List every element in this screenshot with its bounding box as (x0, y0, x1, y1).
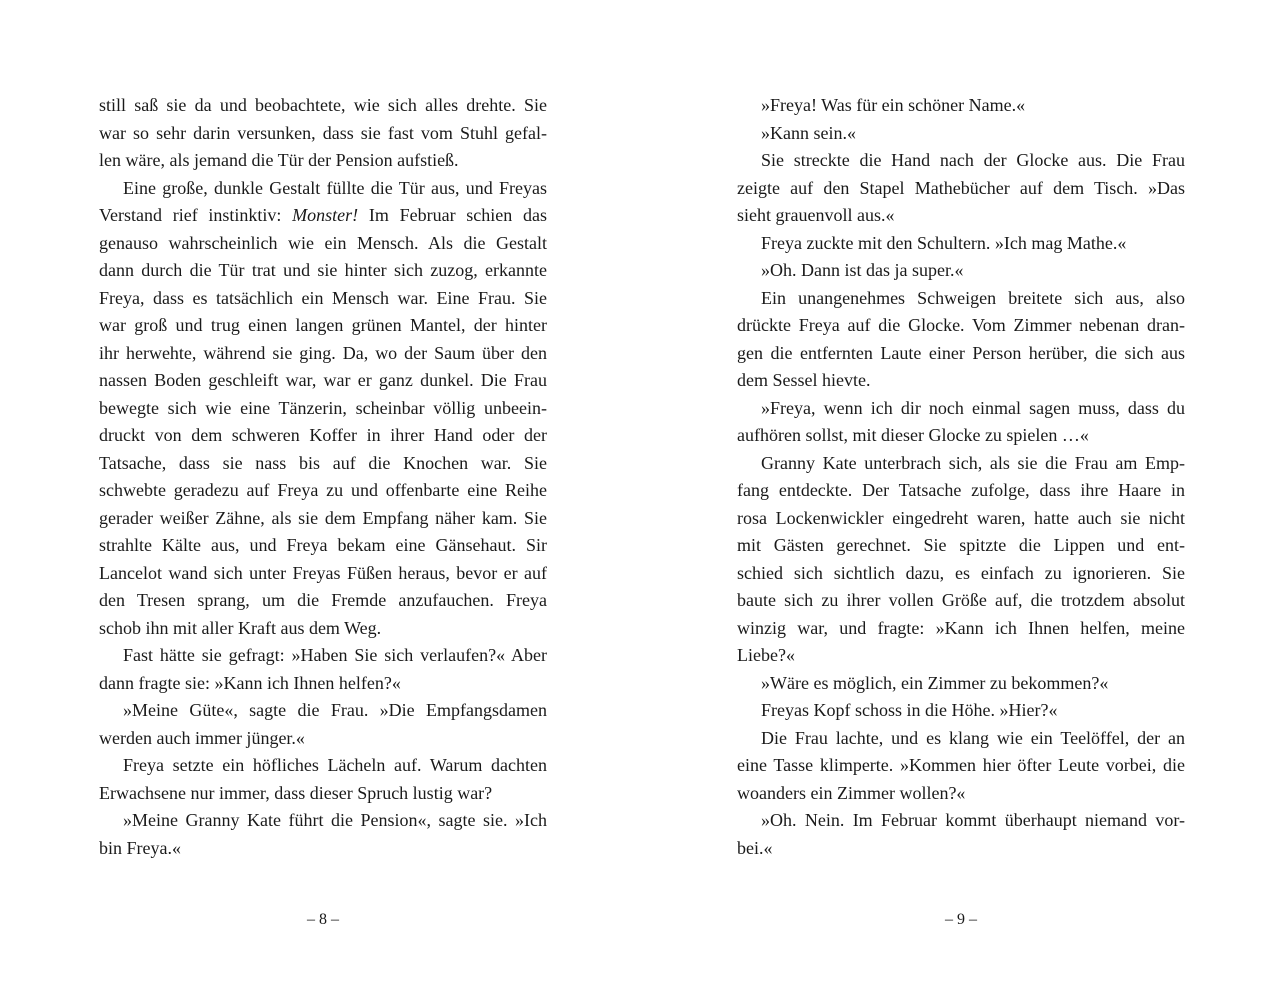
text-line: Freya setzte ein höfliches Lächeln auf. Warum dachten (123, 755, 547, 775)
text-line: fang entdeckte. Der Tatsache zufolge, dass ihre Haare in (737, 480, 1185, 500)
text-line: schied sich sichtlich dazu, es einfach zu ignorieren. Sie (737, 562, 1185, 583)
text-line: still saß sie da und beobachtete, wie sich alles drehte. Sie (99, 95, 547, 115)
text-line: nassen Boden geschleift war, war er ganz dunkel. Die Frau (99, 370, 547, 390)
text-line: gen die entfernten Laute einer Person herüber, die sich aus (737, 342, 1185, 363)
text-line: »Kann sein.« (761, 122, 856, 143)
text-line: baute sich zu ihrer vollen Größe auf, die trotzdem absolut (737, 590, 1185, 610)
text-fragment: Verstand rief instinktiv: (99, 205, 293, 225)
text-line: bin Freya.« (99, 837, 181, 858)
text-line: rosa Lockenwickler eingedreht waren, hatte auch sie nicht (737, 507, 1185, 528)
left-page-text (99, 92, 547, 862)
text-line: sieht grauenvoll aus.« (737, 205, 895, 225)
text-line: woanders ein Zimmer wollen?« (737, 782, 966, 803)
text-line: Eine große, dunkle Gestalt füllte die Tür aus, und Freyas (123, 177, 547, 198)
text-line: bewegte sich wie eine Tänzerin, scheinbar völlig unbeein- (99, 397, 547, 418)
emphasized-word: Monster! (292, 205, 359, 225)
text-line: Die Frau lachte, und es klang wie ein Teelöffel, der an (761, 727, 1185, 748)
text-line: Ein unangenehmes Schweigen breitete sich aus, also (761, 287, 1185, 308)
text-line: genauso wahrscheinlich wie ein Mensch. Als die Gestalt (99, 232, 547, 253)
right-page-text (737, 92, 1185, 862)
text-line: eine Tasse klimperte. »Kommen hier öfter Leute vorbei, die (737, 755, 1185, 775)
text-line: len wäre, als jemand die Tür der Pension aufstieß. (99, 150, 459, 170)
text-line: »Meine Güte«, sagte die Frau. »Die Empfangsdamen (123, 700, 547, 720)
text-line: Erwachsene nur immer, dass dieser Spruch lustig war? (99, 782, 493, 803)
page-number-left: – 8 – (307, 911, 339, 928)
text-line: drückte Freya auf die Glocke. Vom Zimmer nebenan dran- (737, 315, 1185, 335)
text-line: »Oh. Nein. Im Februar kommt überhaupt niemand vor- (761, 810, 1185, 830)
text-line: Liebe?« (737, 645, 795, 665)
text-line: »Freya, wenn ich dir noch einmal sagen muss, dass du (761, 397, 1185, 418)
text-line: dann fragte sie: »Kann ich Ihnen helfen?« (99, 672, 401, 693)
text-line: war groß und trug einen langen grünen Mantel, der hinter (99, 315, 547, 335)
text-line: »Freya! Was für ein schöner Name.« (761, 95, 1026, 115)
text-line: Freya zuckte mit den Schultern. »Ich mag Mathe.« (761, 232, 1127, 253)
text-line: »Wäre es möglich, ein Zimmer zu bekommen?« (761, 672, 1109, 693)
text-line: Tatsache, dass sie nass bis auf die Knochen war. Sie (99, 452, 547, 473)
text-line: schwebte geradezu auf Freya zu und offenbarte eine Reihe (99, 480, 547, 500)
text-line: »Oh. Dann ist das ja super.« (761, 260, 964, 280)
text-line: schob ihn mit aller Kraft aus dem Weg. (99, 617, 382, 638)
text-line: den Tresen sprang, um die Fremde anzufauchen. Freya (99, 590, 547, 610)
text-line: Lancelot wand sich unter Freyas Füßen heraus, bevor er auf (99, 562, 547, 583)
text-line: Fast hätte sie gefragt: »Haben Sie sich verlaufen?« Aber (123, 645, 547, 665)
text-line: war so sehr darin versunken, dass sie fast vom Stuhl gefal- (99, 122, 547, 143)
text-line: ihr herwehte, während sie ging. Da, wo der Saum über den (99, 342, 547, 363)
text-line: Freyas Kopf schoss in die Höhe. »Hier?« (761, 700, 1058, 720)
text-line: druckt von dem schweren Koffer in ihrer Hand oder der (99, 425, 547, 445)
text-line: bei.« (737, 837, 773, 858)
text-line: »Meine Granny Kate führt die Pension«, sagte sie. »Ich (123, 810, 547, 830)
text-line: dann durch die Tür trat und sie hinter sich zuzog, erkannte (99, 260, 547, 280)
text-line: gerader weißer Zähne, als sie dem Empfang näher kam. Sie (99, 507, 547, 528)
text-line: zeigte auf den Stapel Mathebücher auf dem Tisch. »Das (737, 177, 1185, 198)
text-line (99, 202, 547, 230)
text-line: Sie streckte die Hand nach der Glocke aus. Die Frau (761, 150, 1185, 170)
text-line: mit Gästen gerechnet. Sie spitzte die Lippen und ent- (737, 535, 1185, 555)
text-line: dem Sessel hievte. (737, 370, 871, 390)
text-line: winzig war, und fragte: »Kann ich Ihnen helfen, meine (737, 617, 1185, 638)
text-line: aufhören sollst, mit dieser Glocke zu spielen …« (737, 425, 1089, 445)
text-line: Freya, dass es tatsächlich ein Mensch war. Eine Frau. Sie (99, 287, 547, 308)
text-line: strahlte Kälte aus, und Freya bekam eine Gänsehaut. Sir (99, 535, 547, 555)
text-fragment: Im Februar schien das (358, 205, 548, 225)
text-line: werden auch immer jünger.« (99, 727, 305, 748)
page-number-right: – 9 – (945, 911, 977, 928)
text-line: Granny Kate unterbrach sich, als sie die Frau am Emp- (761, 452, 1185, 473)
